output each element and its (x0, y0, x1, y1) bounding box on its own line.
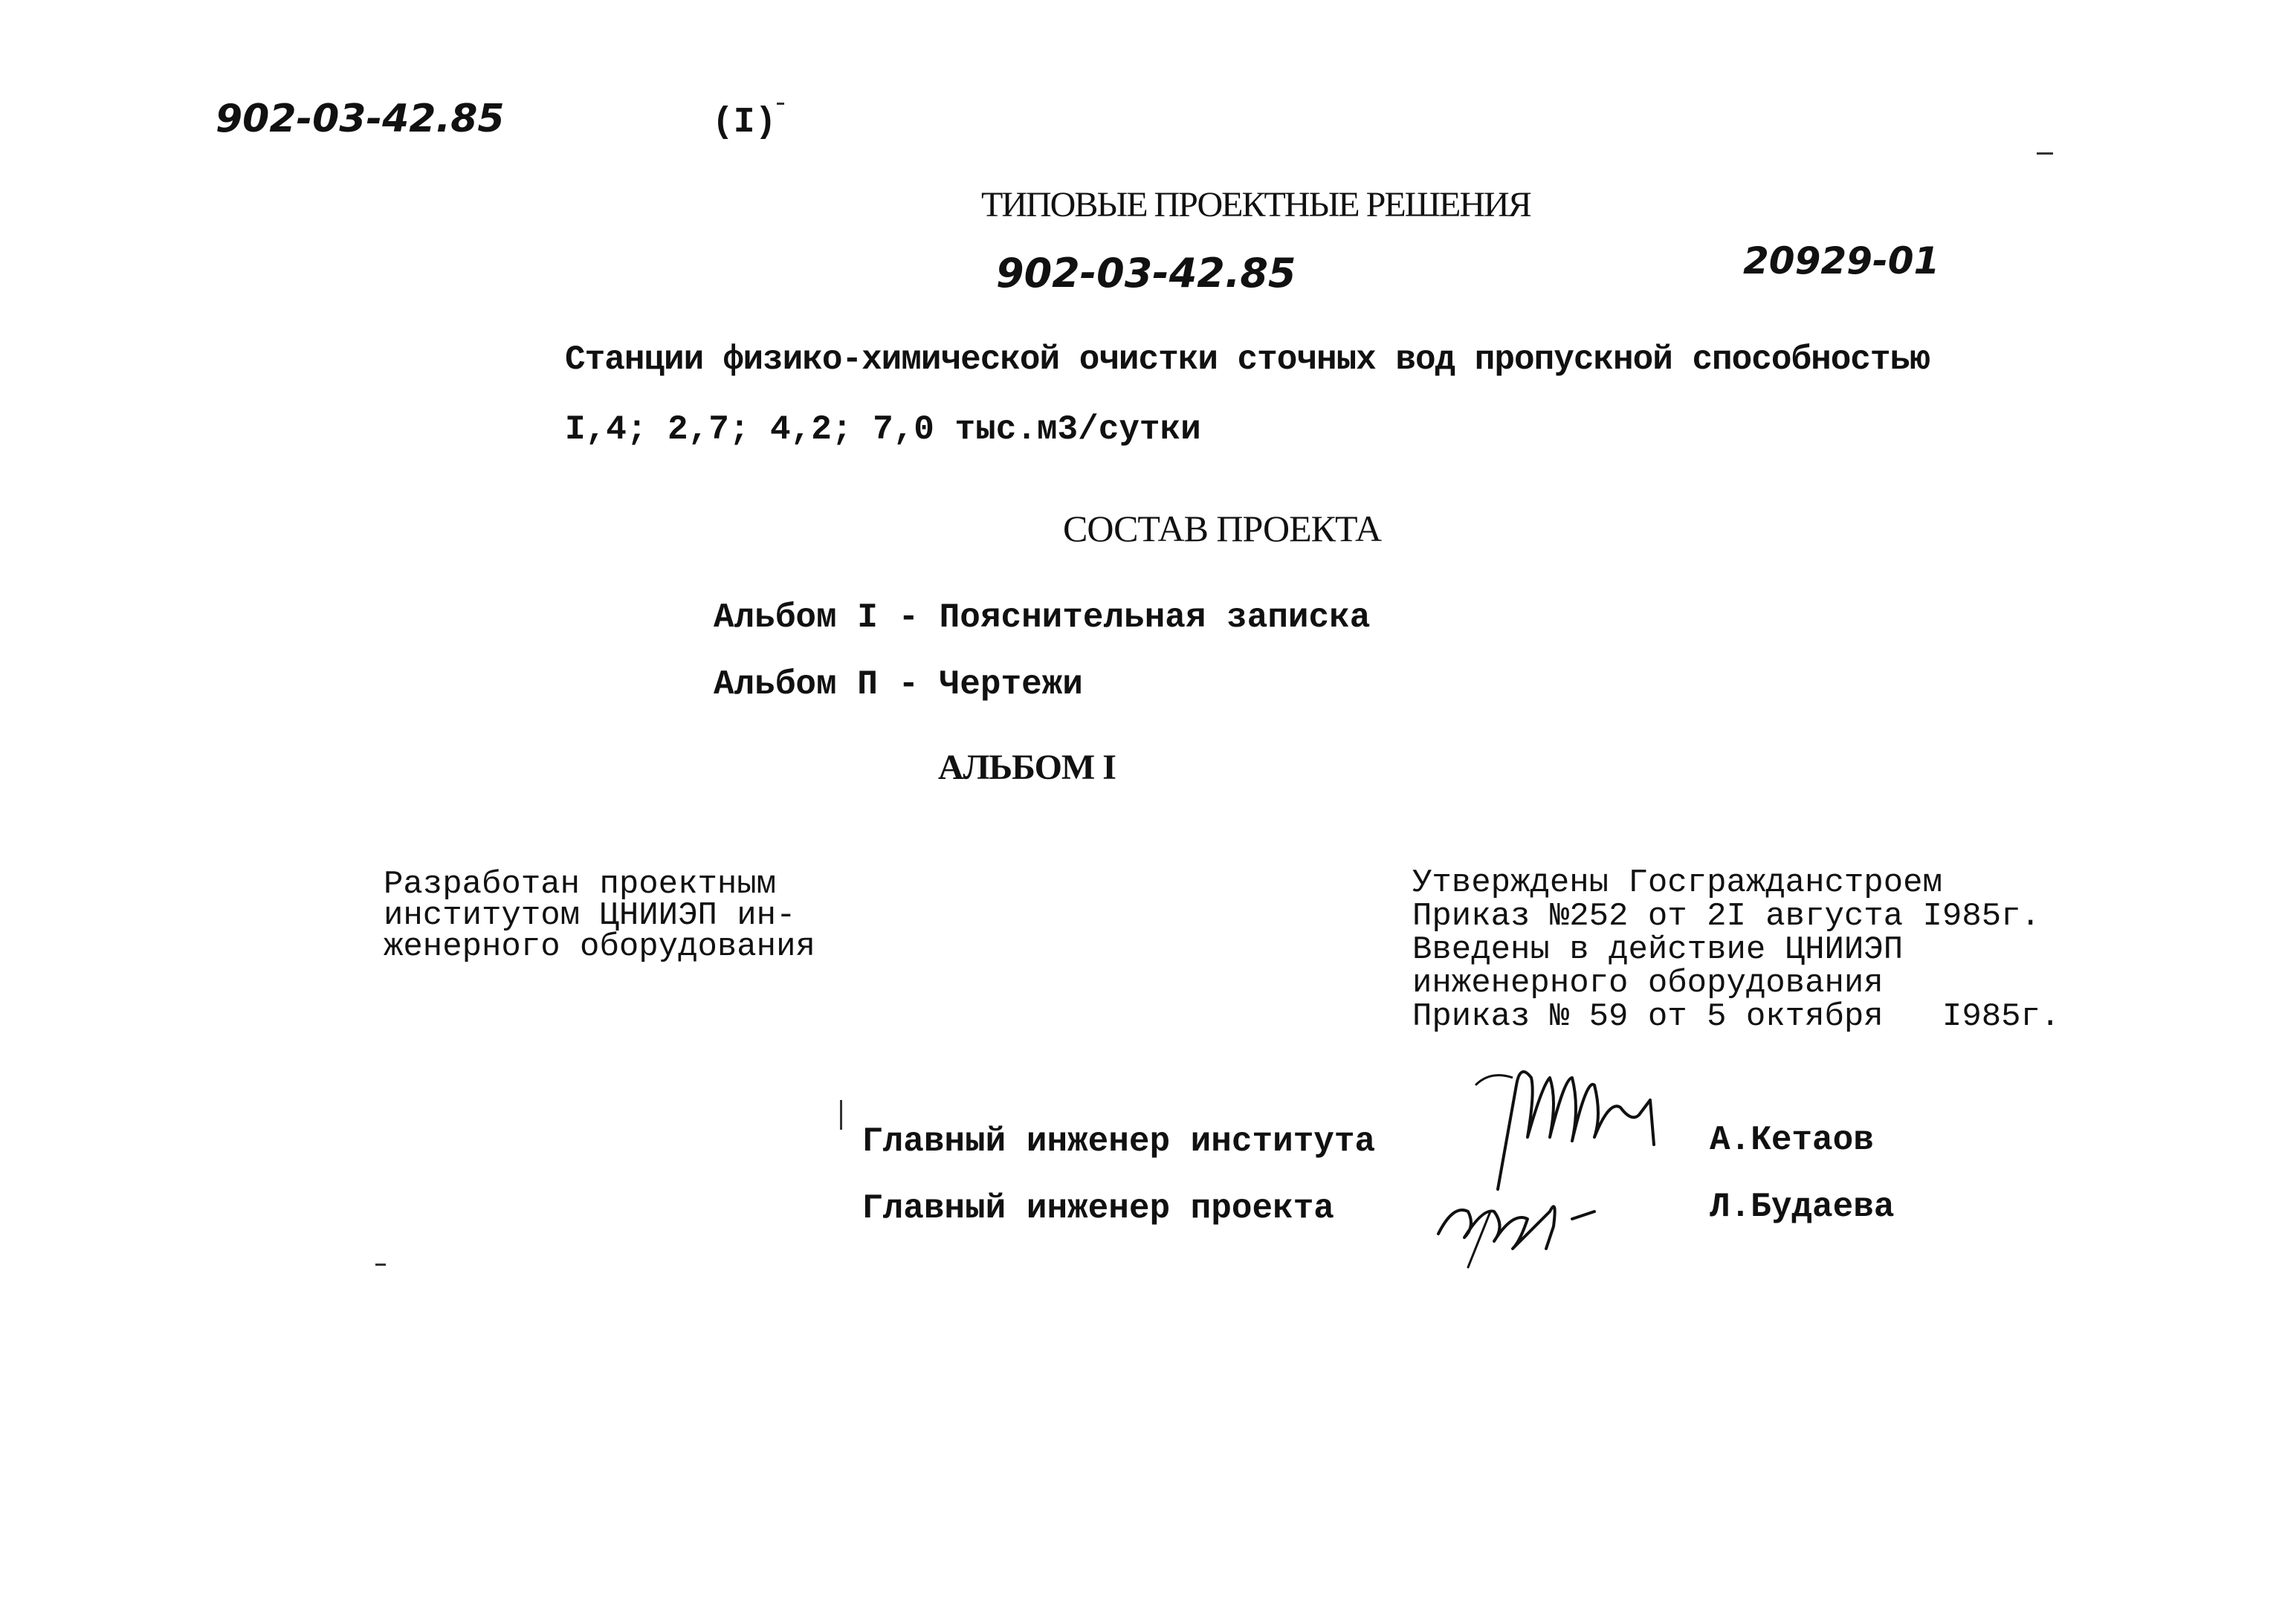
subject-line-1: Станции физико-химической очистки сточных вод пропускной способностью (565, 340, 1930, 379)
approval-line: Приказ № 59 от 5 октября I985г. (1412, 998, 2060, 1035)
composition-heading: СОСТАВ ПРОЕКТА (1063, 508, 1382, 549)
project-code: 902-03-42.85 (996, 250, 1296, 297)
scan-artifact (375, 1264, 386, 1266)
series-title: ТИПОВЫЕ ПРОЕКТНЫЕ РЕШЕНИЯ (981, 185, 1531, 224)
scan-artifact (840, 1100, 842, 1130)
album-list-item: Альбом I - Пояснительная записка (714, 598, 1371, 637)
approval-line: Введены в действие ЦНИИЭП (1412, 931, 1904, 968)
developed-by-line: институтом ЦНИИЭП ин- (384, 897, 796, 934)
developed-by-line: женерного оборудования (384, 928, 815, 965)
signature-role-label: Главный инженер проекта (862, 1189, 1334, 1228)
part-marker: (I) (712, 103, 777, 143)
signature-role-label: Главный инженер института (862, 1122, 1376, 1161)
album-list-item: Альбом П - Чертежи (714, 665, 1083, 704)
inventory-number: 20929-01 (1743, 239, 1940, 282)
current-album-heading: АЛЬБОМ I (938, 748, 1116, 787)
approval-line: Приказ №252 от 2I августа I985г. (1412, 898, 2040, 935)
approval-line: Утверждены Госгражданстроем (1412, 864, 1942, 902)
developed-by-line: Разработан проектным (384, 866, 777, 903)
signatory-name: Л.Будаева (1710, 1188, 1895, 1226)
handwritten-signature (1423, 1167, 1617, 1271)
project-code-handwritten: 902-03-42.85 (216, 97, 505, 141)
approval-line: инженерного оборудования (1412, 965, 1884, 1002)
subject-line-2: I,4; 2,7; 4,2; 7,0 тыс.м3/сутки (565, 410, 1201, 449)
scan-artifact (2037, 152, 2053, 155)
signatory-name: А.Кетаов (1710, 1121, 1874, 1159)
scan-artifact (777, 103, 784, 105)
